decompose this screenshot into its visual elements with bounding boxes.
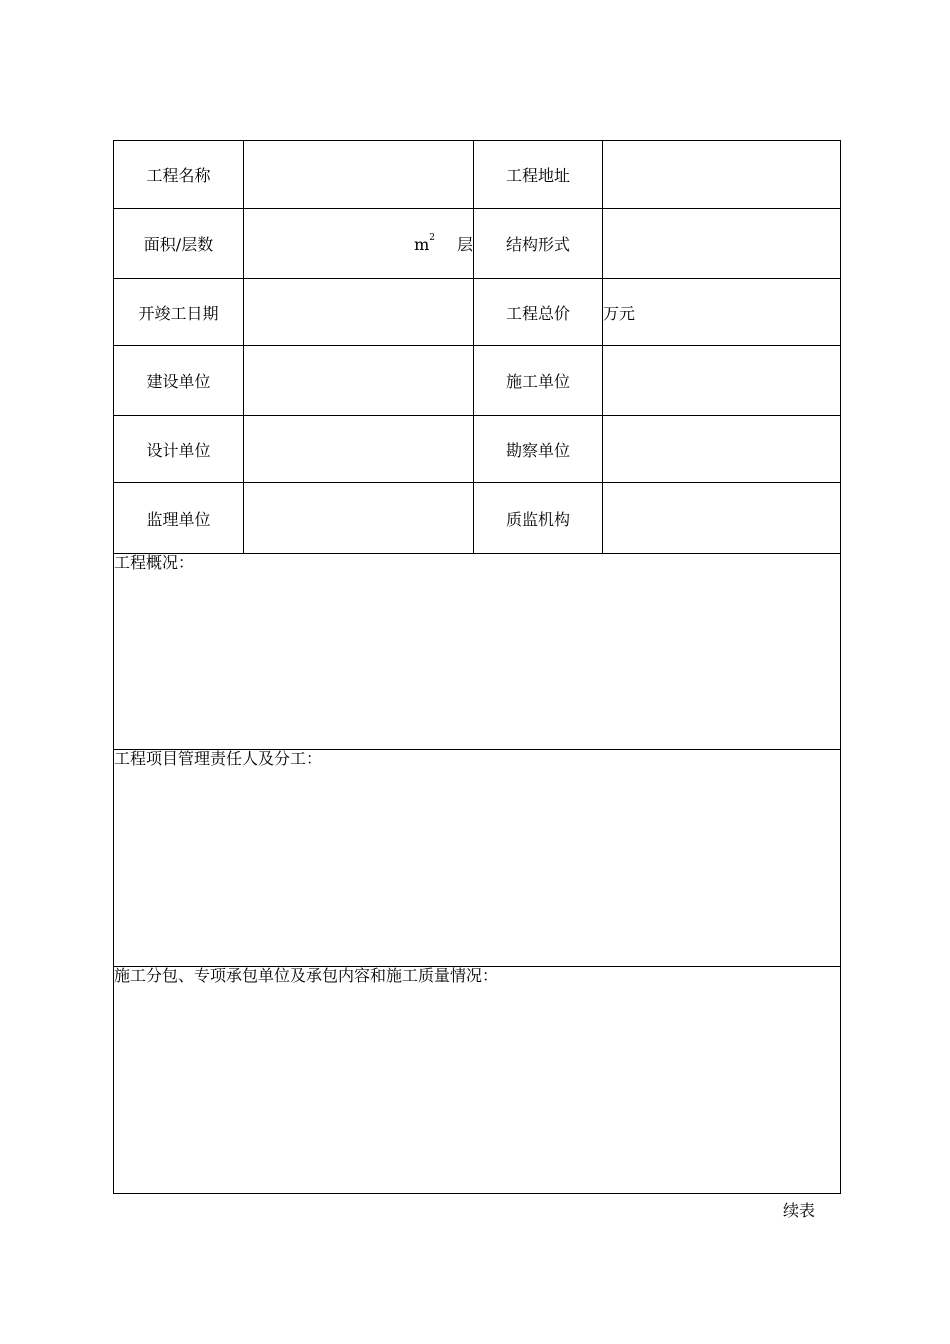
row-subcontract xyxy=(114,967,841,1194)
area-unit-superscript: 2 xyxy=(429,233,435,243)
project-address-field[interactable] xyxy=(603,141,841,209)
structure-type-label: 结构形式 xyxy=(474,209,603,279)
area-floors-field[interactable] xyxy=(244,209,474,279)
contractor-label: 施工单位 xyxy=(474,346,603,416)
construction-owner-label: 建设单位 xyxy=(114,346,244,416)
survey-unit-field[interactable] xyxy=(603,416,841,483)
total-price-field[interactable] xyxy=(603,279,841,346)
row-design-survey xyxy=(114,416,841,483)
total-price-label: 工程总价 xyxy=(474,279,603,346)
project-overview-label: 工程概况： xyxy=(114,553,195,572)
area-unit xyxy=(414,235,435,254)
project-overview-section[interactable] xyxy=(114,554,841,750)
contractor-field[interactable] xyxy=(603,346,841,416)
start-end-date-field[interactable] xyxy=(244,279,474,346)
price-unit: 万元 xyxy=(603,303,636,323)
row-management xyxy=(114,750,841,967)
row-builder-contractor xyxy=(114,346,841,416)
design-unit-field[interactable] xyxy=(244,416,474,483)
start-end-date-label: 开竣工日期 xyxy=(114,279,244,346)
structure-type-field[interactable] xyxy=(603,209,841,279)
area-unit-base: m xyxy=(414,235,430,254)
survey-unit-label: 勘察单位 xyxy=(474,416,603,483)
floor-unit: 层 xyxy=(456,235,473,254)
quality-supervision-label: 质监机构 xyxy=(474,483,603,554)
management-section[interactable] xyxy=(114,750,841,967)
construction-owner-field[interactable] xyxy=(244,346,474,416)
quality-supervision-field[interactable] xyxy=(603,483,841,554)
subcontract-section[interactable] xyxy=(114,967,841,1194)
management-label: 工程项目管理责任人及分工： xyxy=(114,749,323,768)
project-name-label: 工程名称 xyxy=(114,141,244,209)
supervision-unit-label: 监理单位 xyxy=(114,483,244,554)
design-unit-label: 设计单位 xyxy=(114,416,244,483)
row-supervision-quality xyxy=(114,483,841,554)
row-area-floors xyxy=(114,209,841,279)
area-floors-label: 面积/层数 xyxy=(114,209,244,279)
row-project-name xyxy=(114,141,841,209)
continue-table-label: 续表 xyxy=(783,1201,816,1220)
project-info-form xyxy=(113,140,841,1194)
subcontract-label: 施工分包、专项承包单位及承包内容和施工质量情况： xyxy=(114,966,499,985)
row-dates-price xyxy=(114,279,841,346)
supervision-unit-field[interactable] xyxy=(244,483,474,554)
project-name-field[interactable] xyxy=(244,141,474,209)
project-address-label: 工程地址 xyxy=(474,141,603,209)
row-overview xyxy=(114,554,841,750)
